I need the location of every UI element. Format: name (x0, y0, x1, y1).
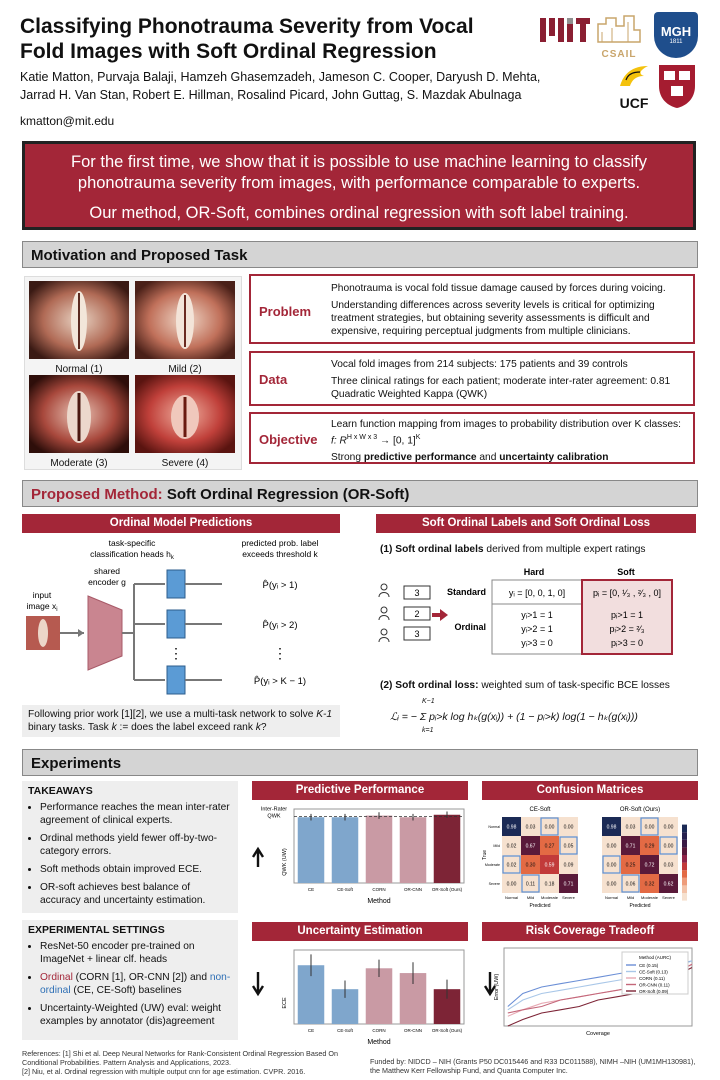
image-label: Normal (1) (55, 364, 103, 375)
takeaway-item: • Performance reaches the mean inter-rater agreement of clinical experts. (40, 801, 232, 827)
matrix-cell-value: 0.27 (544, 843, 555, 850)
matrix-title: OR-Soft (Ours) (619, 807, 661, 813)
objective-text-2a: Strong (331, 452, 364, 464)
title-line-2: Fold Images with Soft Ordinal Regression (20, 40, 437, 63)
settings-ordinal: Ordinal (40, 972, 73, 983)
settings-heading: EXPERIMENTAL SETTINGS (28, 924, 165, 936)
settings-item (40, 971, 232, 997)
matrix-col-label: Mild (626, 895, 635, 900)
problem-text-2: Understanding differences across severity levels is critical for optimizing treatment strategies, but obtaining severity assessments is difficult and expensive, requiring perceptual judgments from multiple clinicians. (331, 300, 655, 337)
note-b: K-1 (316, 709, 333, 720)
matrix-cell-value: 0.00 (606, 881, 617, 888)
matrix-col-label: Severe (662, 895, 675, 900)
encoder-label-2: encoder g (88, 577, 126, 587)
colorbar-step (682, 847, 687, 855)
matrix-title: CE-Soft (529, 807, 551, 813)
rater-icon-3 (381, 629, 387, 635)
data-text (331, 358, 689, 405)
output-2: P̂(yᵢ > 2) (262, 620, 298, 631)
ucf-logo-text: UCF (619, 95, 649, 111)
problem-box (249, 274, 695, 344)
x-tick-label: OR-CNN (404, 887, 422, 892)
matrix-cell-value: 0.18 (544, 881, 555, 888)
uncertainty-estimation-chart (250, 942, 470, 1054)
rating-2: 2 (414, 609, 420, 619)
colorbar-step (682, 863, 687, 871)
image-label: Mild (2) (168, 364, 202, 375)
rating-3: 3 (414, 629, 420, 639)
matrix-cell-value: 0.00 (563, 824, 574, 831)
matrix-col-label: Moderate (641, 895, 658, 900)
image-label: Moderate (3) (50, 458, 108, 469)
matrix-predicted-label: Predicted (529, 903, 551, 909)
colorbar-step (682, 825, 687, 833)
key-message-banner (22, 141, 696, 230)
input-arrowhead (78, 629, 84, 637)
takeaways-box (22, 781, 238, 913)
vocal-fold-image-normal (29, 281, 129, 375)
matrix-cell-value: 0.06 (625, 881, 636, 888)
matrix-cell-value: 0.71 (625, 843, 636, 850)
col-soft: Soft (617, 567, 635, 577)
experiments-section-header: Experiments (22, 749, 698, 776)
legend-entry: OR-CNN (0.11) (639, 982, 670, 988)
matrix-cell-value: 0.05 (563, 843, 574, 850)
matrix-cell-value: 0.02 (506, 862, 517, 869)
author-list (20, 68, 620, 104)
shared-encoder-shape (88, 596, 122, 670)
matrix-cell-value: 0.03 (625, 824, 636, 831)
col-hard: Hard (523, 567, 545, 577)
objective-label: Objective (259, 432, 318, 447)
matrix-row-label: Mild (493, 844, 500, 848)
objective-formula-sup: H x W x 3 (346, 434, 378, 441)
mit-logo (538, 16, 590, 46)
matrix-cell-value: 0.62 (663, 881, 674, 888)
heads-label-2 (90, 549, 175, 561)
colorbar-step (682, 885, 687, 893)
matrix-cell-value: 0.00 (663, 824, 674, 831)
soft-loss-subtitle-a: (2) Soft ordinal loss: (380, 680, 479, 691)
settings-non-ordinal: non-ordinal (40, 972, 231, 996)
row-ordinal: Ordinal (454, 622, 486, 632)
loss-sum-upper: K−1 (422, 698, 435, 705)
matrix-row-label: Severe (488, 882, 500, 886)
matrix-cell-value: 0.00 (644, 824, 655, 831)
colorbar-step (682, 878, 687, 886)
objective-text-2b: predictive performance (363, 452, 477, 464)
csail-logo-text: CSAIL (601, 49, 637, 60)
note-d: k (111, 722, 117, 733)
colorbar-step (682, 893, 687, 901)
x-axis-label: Method (367, 1039, 391, 1046)
rater-icons (379, 584, 448, 642)
takeaway-item: • Ordinal methods yield fewer off-by-two-category errors. (40, 832, 232, 858)
heads-label-2-text: classification heads h (90, 549, 171, 559)
rating-1: 3 (414, 588, 420, 598)
matrix-cell-value: 0.00 (506, 881, 517, 888)
authors-line-1: Katie Matton, Purvaja Balaji, Hamzeh Ghasemzadeh, Jameson C. Cooper, Daryush D. Mehta, (20, 70, 541, 84)
title-line-1: Classifying Phonotrauma Severity from Vocal (20, 15, 474, 38)
head-block-1 (167, 570, 185, 598)
takeaways-heading: TAKEAWAYS (28, 785, 93, 797)
matrix-cell-value: 0.11 (525, 881, 536, 888)
ordinal-hard-3: yᵢ>3 = 0 (521, 638, 553, 648)
legend-title: Method (AURC) (638, 955, 672, 960)
lower-better-arrow-icon (253, 972, 263, 994)
matrix-cell-value: 0.72 (644, 862, 655, 869)
matrix-cell-value: 0.71 (563, 881, 574, 888)
x-tick-label: CORN (372, 1028, 386, 1033)
predictive-performance-head: Predictive Performance (252, 781, 468, 800)
note-e: := does the label exceed rank (116, 722, 256, 733)
matrix-cell-value: 0.00 (606, 843, 617, 850)
vdots-heads: ⋮ (169, 645, 183, 661)
mgh-logo-year: 1811 (669, 39, 683, 45)
banner-line-3: Our method, OR-Soft, combines ordinal regression with soft label training. (89, 204, 629, 222)
encoder-label-1: shared (94, 566, 120, 576)
vocal-fold-image-severe (135, 375, 235, 469)
takeaways-list (28, 801, 232, 907)
matrix-col-label: Normal (505, 895, 518, 900)
settings-item: • ResNet-50 encoder pre-trained on ImageNet + linear clf. heads (40, 940, 232, 966)
matrix-cell-value: 0.25 (625, 862, 636, 869)
x-tick-label: OR-CNN (404, 1028, 422, 1033)
predictive-performance-chart (250, 801, 470, 913)
ordinal-hard-2: yᵢ>2 = 1 (521, 624, 553, 634)
pegasus-icon (614, 62, 654, 90)
x-tick-label: CE (307, 887, 315, 892)
confusion-matrices-head: Confusion Matrices (482, 781, 698, 800)
matrix-row-label: Moderate (484, 863, 500, 867)
matrix-cell-value: 0.59 (544, 862, 555, 869)
problem-label: Problem (259, 304, 312, 319)
matrix-cell-value: 0.00 (663, 843, 674, 850)
problem-text-1: Phonotrauma is vocal fold tissue damage caused by forces during voicing. (331, 283, 666, 294)
matrix-cell-value: 0.00 (544, 824, 555, 831)
soft-labels-subtitle (380, 544, 646, 555)
colorbar (682, 825, 687, 901)
colorbar-step (682, 832, 687, 840)
vocal-fold-image-grid (24, 276, 242, 470)
matrix-cell-value: 0.67 (525, 843, 536, 850)
method-title-a: Proposed Method: (31, 486, 163, 503)
colorbar-step (682, 840, 687, 848)
standard-soft: pᵢ = [0, ¹⁄₃ , ²⁄₃ , 0] (592, 588, 662, 598)
x-tick-label: CORN (372, 887, 386, 892)
objective-text-1 (331, 418, 689, 447)
objective-text-2 (331, 451, 689, 464)
settings-box (22, 920, 238, 1040)
ucf-logo (614, 62, 654, 110)
matrix-cell-value: 0.03 (663, 862, 674, 869)
x-tick-label: CE-Soft (337, 1028, 353, 1033)
problem-text (331, 282, 689, 342)
output-3: P̂(yᵢ > K − 1) (253, 676, 307, 687)
mgh-logo (654, 12, 698, 58)
input-label-2 (26, 601, 57, 613)
head-block-3 (167, 666, 185, 694)
objective-text-1a: Learn function mapping from images to probability distribution over K classes: (331, 419, 681, 430)
y-axis-label: Error (UW) (494, 973, 500, 1001)
soft-labels-head: Soft Ordinal Labels and Soft Ordinal Loss (376, 514, 696, 533)
standard-hard: yᵢ = [0, 0, 1, 0] (508, 588, 566, 598)
matrix-cell-value: 0.98 (606, 824, 617, 831)
ordinal-soft-3: pᵢ>3 = 0 (611, 638, 643, 648)
legend-entry: CE (0.15) (639, 963, 659, 968)
higher-better-arrow-icon (253, 849, 263, 867)
banner-line-1: For the first time, we show that it is possible to use machine learning to classify (71, 153, 647, 171)
settings-item: • Uncertainty-Weighted (UW) eval: weight examples by annotator (dis)agreement (40, 1002, 232, 1028)
funding: Funded by: NIDCD – NIH (Grants P50 DC015446 and R33 DC011588), NIMH –NIH (UM1MH130981), the Matthew Kerr Fellowship Fund, and Quanta Computer Inc. (370, 1057, 696, 1075)
objective-formula: f: R (331, 435, 347, 447)
row-standard: Standard (446, 587, 486, 597)
x-tick-label: OR-Soft (Ours) (431, 1028, 463, 1033)
soft-loss-subtitle-b: weighted sum of task-specific BCE losses (478, 680, 670, 691)
method-title-b: Soft Ordinal Regression (OR-Soft) (162, 486, 410, 503)
multitask-note (22, 705, 340, 737)
risk-coverage-chart (482, 942, 698, 1054)
y-axis-label: QWK (UW) (282, 848, 288, 876)
poster-title (20, 14, 540, 64)
matrix-col-label: Mild (526, 895, 535, 900)
csail-logo (594, 12, 644, 60)
objective-box (249, 412, 695, 464)
references (22, 1049, 342, 1076)
note-f: k (255, 722, 261, 733)
risk-coverage-head: Risk Coverage Tradeoff (482, 922, 698, 941)
input-image-vocal-fold (38, 619, 48, 647)
matrix-col-label: Severe (562, 895, 575, 900)
motivation-section-header: Motivation and Proposed Task (22, 241, 698, 268)
legend-entry: CORN (0.11) (639, 976, 665, 981)
settings-list (28, 940, 232, 1028)
matrix-cell-value: 0.30 (525, 862, 536, 869)
soft-labels-subtitle-b: derived from multiple expert ratings (483, 544, 646, 555)
matrix-cell-value: 0.98 (506, 824, 517, 831)
matrix-cell-value: 0.29 (644, 843, 655, 850)
mgh-logo-text: MGH (660, 24, 692, 39)
vocal-fold-image-moderate (29, 375, 129, 469)
note-a: Following prior work [1][2], we use a multi-task network to solve (28, 709, 317, 720)
matrix-col-label: Moderate (541, 895, 558, 900)
matrix-predicted-label: Predicted (629, 903, 651, 909)
soft-ordinal-loss-equation: ℒᵢ = − Σ pᵢ>k log hₖ(g(xᵢ)) + (1 − pᵢ>k) log(1 − hₖ(g(xᵢ))) (390, 711, 638, 723)
takeaway-item: • Soft methods obtain improved ECE. (40, 863, 232, 876)
matrix-row-label: Normal (488, 825, 500, 829)
loss-sum-lower: k=1 (422, 727, 434, 734)
legend-entry: CE-Soft (0.13) (639, 969, 668, 975)
objective-text-2d: uncertainty calibration (499, 452, 609, 464)
vdots-outputs: ⋮ (273, 645, 287, 661)
data-text-2: Three clinical ratings for each patient; moderate inter-rater agreement: 0.81 Quadratic Weighted Kappa (QWK) (331, 376, 671, 400)
vocal-fold-image-mild (135, 281, 235, 375)
bar-OR-CNN (400, 817, 427, 883)
objective-formula-range: → [0, 1] (377, 435, 416, 447)
settings-2b: (CORN [1], OR-CNN [2]) and (72, 972, 210, 983)
output-1: P̂(yᵢ > 1) (262, 580, 298, 591)
image-label: Severe (4) (161, 458, 209, 469)
bar-OR-Soft (Ours) (434, 815, 461, 883)
objective-formula-k: K (415, 434, 421, 441)
colorbar-step (682, 855, 687, 863)
objective-text-2c: and (476, 452, 500, 464)
bar-CE (298, 817, 325, 883)
matrix-cell-value: 0.32 (644, 881, 655, 888)
ordinal-model-head: Ordinal Model Predictions (22, 514, 340, 533)
uncertainty-estimation-head: Uncertainty Estimation (252, 922, 468, 941)
matrix-cell-value: 0.00 (606, 862, 617, 869)
rater-icon-2 (381, 607, 387, 613)
harvard-shield-icon (656, 62, 698, 110)
note-c: binary tasks. Task (28, 722, 112, 733)
ordinal-hard-1: yᵢ>1 = 1 (521, 610, 553, 620)
confusion-matrices-chart (482, 801, 698, 915)
matrix-cell-value: 0.02 (506, 843, 517, 850)
colorbar-step (682, 870, 687, 878)
authors-line-2: Jarrad H. Van Stan, Robert E. Hillman, Rosalind Picard, John Guttag, S. Mazdak Abulnaga (20, 88, 522, 102)
matrix-true-label: True (482, 849, 488, 861)
ordinal-soft-2: pᵢ>2 = ²⁄₃ (609, 624, 645, 634)
inter-rater-label-2: QWK (267, 813, 281, 820)
matrix-cell-value: 0.03 (525, 824, 536, 831)
input-label-2-sub: i (56, 607, 58, 613)
method-section-header (22, 480, 698, 507)
rater-icon-1 (381, 584, 387, 590)
settings-2d: (CE, CE-Soft) baselines (70, 985, 182, 996)
x-tick-label: CE (307, 1028, 315, 1033)
data-label: Data (259, 372, 288, 387)
matrix-col-label: Normal (605, 895, 618, 900)
pred-label-1: predicted prob. label (241, 538, 319, 548)
ordinal-model-diagram (22, 534, 342, 704)
heads-label-1: task-specific (108, 538, 156, 548)
x-axis-label: Method (367, 898, 391, 905)
contact-email[interactable]: kmatton@mit.edu (20, 114, 115, 128)
bar-CE-Soft (332, 817, 359, 883)
input-label-2-text: image x (26, 601, 57, 611)
x-tick-label: CE-Soft (337, 887, 353, 892)
objective-text (331, 418, 689, 468)
bar-CORN (366, 816, 393, 883)
takeaway-item: • OR-soft achieves best balance of accuracy and uncertainty estimation. (40, 881, 232, 907)
x-tick-label: OR-Soft (Ours) (431, 887, 463, 892)
y-axis-label: ECE (282, 997, 288, 1009)
input-label-1: input (32, 590, 52, 600)
reference-2: [2] Niu, et al. Ordinal regression with multiple output cnn for age estimation. CVPR. 2016. (22, 1067, 306, 1076)
data-text-1: Vocal fold images from 214 subjects: 175 patients and 39 controls (331, 359, 628, 370)
heads-label-2-sub: k (170, 555, 174, 561)
banner-line-2: phonotrauma severity from images, with performance comparable to experts. (77, 174, 641, 192)
ordinal-soft-1: pᵢ>1 = 1 (611, 610, 643, 620)
matrix-cell-value: 0.09 (563, 862, 574, 869)
soft-label-table (378, 562, 698, 662)
soft-labels-subtitle-a: (1) Soft ordinal labels (380, 544, 484, 555)
right-arrow-icon (432, 609, 448, 621)
data-box (249, 351, 695, 406)
note-g: ? (260, 722, 267, 733)
reference-1: References: [1] Shi et al. Deep Neural Networks for Rank-Consistent Ordinal Regression Based On Conditional Probabilities. Pattern Analysis and Applications, 2023. (22, 1049, 338, 1067)
soft-loss-subtitle (380, 680, 670, 691)
legend-entry: OR-Soft (0.09) (639, 989, 669, 994)
x-axis-label: Coverage (586, 1031, 610, 1037)
pred-label-2: exceeds threshold k (242, 549, 318, 559)
inter-rater-label-1: Inter-Rater (260, 806, 288, 813)
head-block-2 (167, 610, 185, 638)
